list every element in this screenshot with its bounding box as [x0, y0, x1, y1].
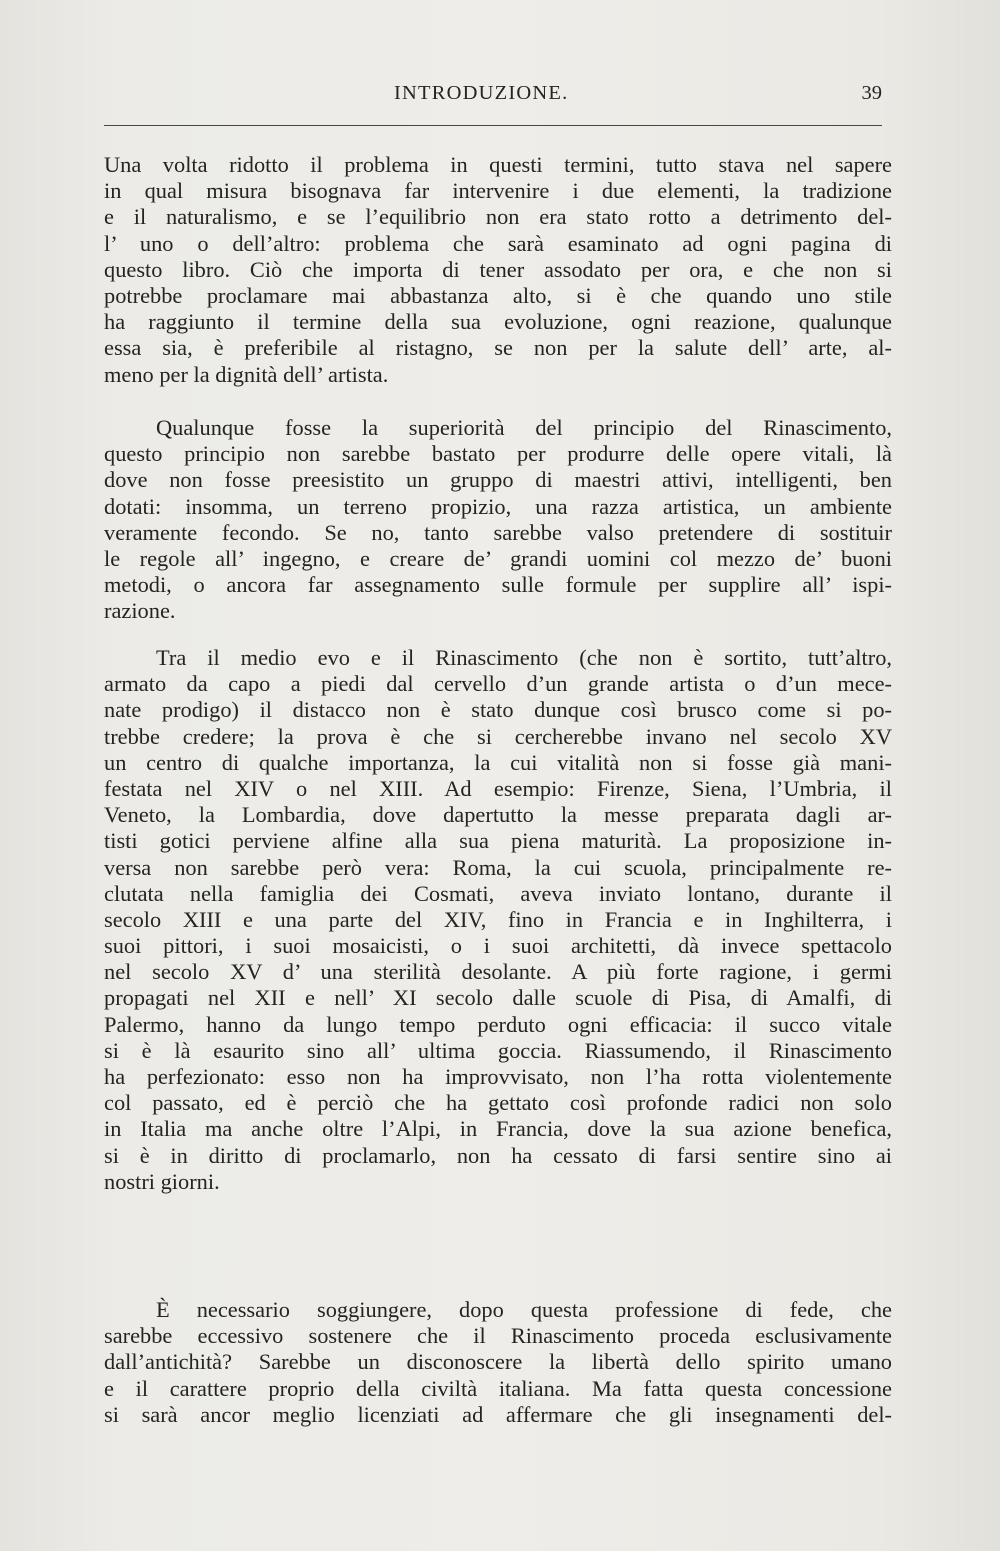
text-line: versa non sarebbe però vera: Roma, la cui scuola, principalmente re-: [104, 854, 892, 880]
running-title: INTRODUZIONE.: [394, 82, 569, 104]
text-line: metodi, o ancora far assegnamento sulle formule per supplire all’ ispi-: [104, 572, 892, 598]
text-line: potrebbe proclamare mai abbastanza alto, si è che quando uno stile: [104, 282, 892, 308]
text-line: sarebbe eccessivo sostenere che il Rinascimento proceda esclusivamente: [104, 1323, 892, 1349]
text-line: dall’antichità? Sarebbe un disconoscere la libertà dello spirito umano: [104, 1349, 892, 1375]
text-line: in Italia ma anche oltre l’Alpi, in Francia, dove la sua azione benefica,: [104, 1116, 892, 1142]
text-line: essa sia, è preferibile al ristagno, se non per la salute dell’ arte, al-: [104, 335, 892, 361]
text-line: festata nel XIV o nel XIII. Ad esempio: Firenze, Siena, l’Umbria, il: [104, 775, 892, 801]
text-line: veramente fecondo. Se no, tanto sarebbe valso pretendere di sostituir: [104, 519, 892, 545]
text-line: dove non fosse preesistito un gruppo di maestri attivi, intelligenti, ben: [104, 467, 892, 493]
text-line: questo libro. Ciò che importa di tener assodato per ora, e che non si: [104, 256, 892, 282]
header-rule: [104, 125, 882, 126]
text-line: trebbe credere; la prova è che si cercherebbe invano nel secolo XV: [104, 723, 892, 749]
text-line: Veneto, la Lombardia, dove dapertutto la messe preparata dagli ar-: [104, 802, 892, 828]
text-line: dotati: insomma, un terreno propizio, una razza artistica, un ambiente: [104, 493, 892, 519]
text-line: nate prodigo) il distacco non è stato dunque così brusco come si po-: [104, 697, 892, 723]
text-line: Una volta ridotto il problema in questi termini, tutto stava nel sapere: [104, 152, 892, 177]
text-line: si è in diritto di proclamarlo, non ha cessato di farsi sentire sino ai: [104, 1142, 892, 1168]
text-line: e il naturalismo, e se l’equilibrio non era stato rotto a detrimento del-: [104, 204, 892, 230]
text-line: meno per la dignità dell’ artista.: [104, 361, 389, 387]
page-number: 39: [861, 82, 882, 104]
text-line: si è là esaurito sino all’ ultima goccia. Riassumendo, il Rinascimento: [104, 1037, 892, 1063]
text-line: nel secolo XV d’ una sterilità desolante. A più forte ragione, i germi: [104, 959, 892, 985]
text-line: ha perfezionato: esso non ha improvvisato, non l’ha rotta violentemente: [104, 1064, 892, 1089]
text-line: Palermo, hanno da lungo tempo perduto ogni efficacia: il succo vitale: [104, 1011, 892, 1037]
text-line: un centro di qualche importanza, la cui vitalità non si fosse già mani-: [104, 749, 892, 775]
text-line: È necessario soggiungere, dopo questa professione di fede, che: [156, 1297, 892, 1322]
text-line: e il carattere proprio della civiltà italiana. Ma fatta questa concessione: [104, 1375, 892, 1401]
text-line: col passato, ed è perciò che ha gettato così profonde radici non solo: [104, 1090, 892, 1116]
text-line: l’ uno o dell’altro: problema che sarà esaminato ad ogni pagina di: [104, 230, 892, 256]
paragraph-1: [104, 152, 892, 388]
text-line: ha raggiunto il termine della sua evoluzione, ogni reazione, qualunque: [104, 309, 892, 335]
paragraph-4: [104, 1297, 892, 1428]
text-line: le regole all’ ingegno, e creare de’ grandi uomini col mezzo de’ buoni: [104, 545, 892, 571]
text-line: clutata nella famiglia dei Cosmati, aveva inviato lontano, durante il: [104, 880, 892, 906]
page-header: [104, 82, 882, 114]
text-line: Tra il medio evo e il Rinascimento (che non è sortito, tutt’altro,: [156, 645, 892, 670]
text-line: si sarà ancor meglio licenziati ad affermare che gli insegnamenti del-: [104, 1401, 892, 1427]
text-line: tisti gotici perviene alfine alla sua piena maturità. La proposizione in-: [104, 828, 892, 854]
text-line: in qual misura bisognava far intervenire i due elementi, la tradizione: [104, 178, 892, 204]
text-line: suoi pittori, i suoi mosaicisti, o i suoi architetti, dà invece spettacolo: [104, 933, 892, 959]
text-line: secolo XIII e una parte del XIV, fino in Francia e in Inghilterra, i: [104, 906, 892, 932]
text-line: propagati nel XII e nell’ XI secolo dalle scuole di Pisa, di Amalfi, di: [104, 985, 892, 1011]
text-line: armato da capo a piedi dal cervello d’un grande artista o d’un mece-: [104, 671, 892, 697]
paragraph-2: [104, 415, 892, 625]
text-line: Qualunque fosse la superiorità del principio del Rinascimento,: [156, 415, 892, 440]
text-line: razione.: [104, 598, 176, 624]
text-line: questo principio non sarebbe bastato per produrre delle opere vitali, là: [104, 441, 892, 467]
paragraph-3: [104, 645, 892, 1195]
text-line: nostri giorni.: [104, 1168, 220, 1194]
